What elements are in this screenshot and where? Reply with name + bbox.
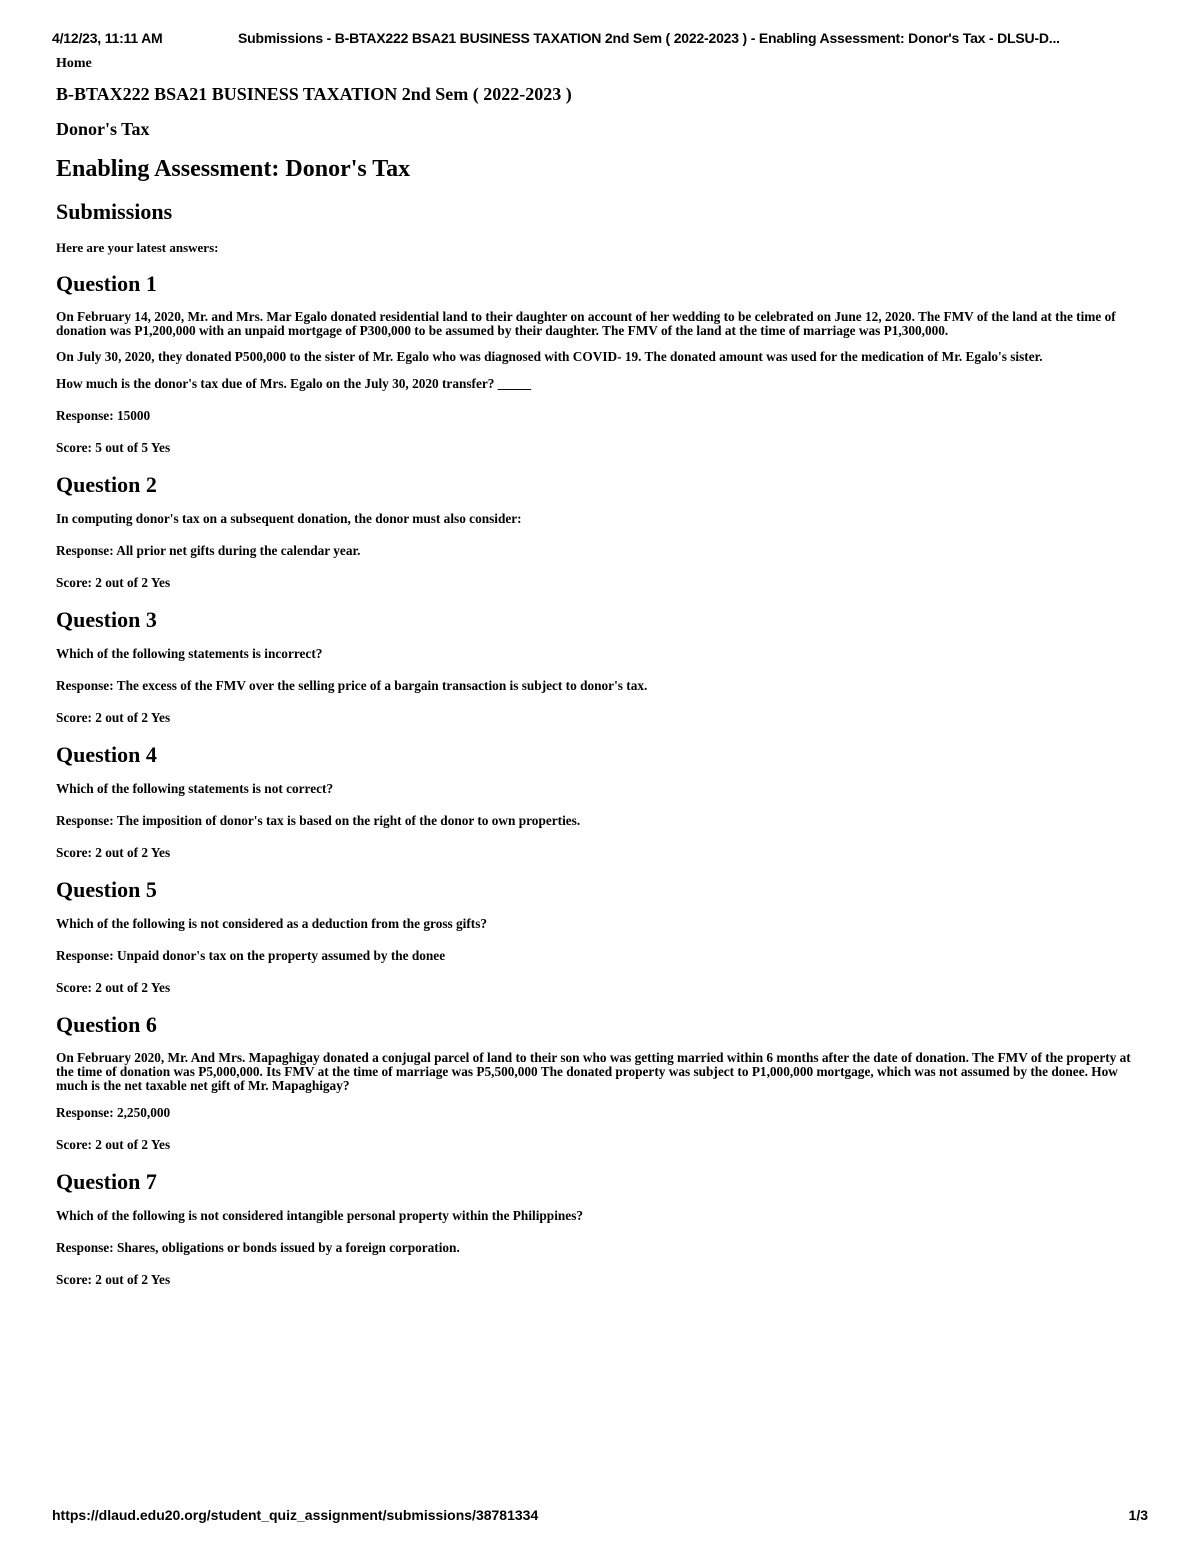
question-heading: Question 3 — [56, 607, 157, 632]
response-label: Response: — [56, 678, 114, 693]
score-label: Score: — [56, 710, 92, 725]
score-value: 2 out of 2 Yes — [95, 710, 171, 725]
response-line — [56, 678, 1150, 694]
page-number: 1/3 — [1128, 1507, 1148, 1523]
question-text: On February 14, 2020, Mr. and Mrs. Mar Egalo donated residential land to their daughter on account of her wedding to be celebrated on June 12, 2020. The FMV of the land at the time of donation was P1,200,000 with an unpaid mortgage of P300,000 to be assumed by their daughter. The FMV of the land at the time of marriage was P1,300,000. — [56, 309, 1116, 338]
question-text: In computing donor's tax on a subsequent donation, the donor must also consider: — [56, 511, 522, 526]
score-value: 2 out of 2 Yes — [95, 575, 171, 590]
response-label: Response: — [56, 543, 114, 558]
score-line — [56, 710, 1150, 726]
response-line — [56, 813, 1150, 829]
question-block — [56, 271, 1150, 456]
question-block — [56, 607, 1150, 726]
score-line — [56, 980, 1150, 996]
score-label: Score: — [56, 575, 92, 590]
intro-text: Here are your latest answers: — [56, 240, 219, 255]
score-line — [56, 575, 1150, 591]
response-line — [56, 1105, 1150, 1121]
score-label: Score: — [56, 440, 92, 455]
score-value: 5 out of 5 Yes — [95, 440, 171, 455]
score-line — [56, 440, 1150, 456]
question-text: Which of the following is not considered as a deduction from the gross gifts? — [56, 916, 488, 931]
response-label: Response: — [56, 813, 114, 828]
question-block — [56, 1169, 1150, 1288]
question-heading: Question 1 — [56, 271, 157, 296]
response-value: The excess of the FMV over the selling price of a bargain transaction is subject to donor's tax. — [116, 678, 648, 693]
response-label: Response: — [56, 948, 114, 963]
question-block — [56, 1012, 1150, 1153]
question-text: Which of the following statements is incorrect? — [56, 646, 323, 661]
print-header — [52, 30, 1150, 50]
question-heading: Question 6 — [56, 1012, 157, 1037]
score-value: 2 out of 2 Yes — [95, 1272, 171, 1287]
question-text: Which of the following statements is not correct? — [56, 781, 334, 796]
question-text: Which of the following is not considered intangible personal property within the Philippines? — [56, 1208, 584, 1223]
response-label: Response: — [56, 1240, 114, 1255]
question-heading: Question 5 — [56, 877, 157, 902]
page-title: Submissions — [56, 199, 173, 224]
response-value: 2,250,000 — [116, 1105, 171, 1120]
score-line — [56, 845, 1150, 861]
question-heading: Question 2 — [56, 472, 157, 497]
question-block — [56, 742, 1150, 861]
response-value: 15000 — [116, 408, 151, 423]
score-value: 2 out of 2 Yes — [95, 980, 171, 995]
question-heading: Question 4 — [56, 742, 157, 767]
response-label: Response: — [56, 1105, 114, 1120]
score-label: Score: — [56, 980, 92, 995]
question-text: On July 30, 2020, they donated P500,000 to the sister of Mr. Egalo who was diagnosed with COVID- 19. The donated amount was used for the medication of Mr. Egalo's sister. — [56, 349, 1043, 364]
response-line — [56, 948, 1150, 964]
question-text: On February 2020, Mr. And Mrs. Mapaghigay donated a conjugal parcel of land to their son who was getting married within 6 months after the date of donation. The FMV of the property at the time of donation was P5,000,000. Its FMV at the time of marriage was P5,500,000 The donated property was subject to P1,000,000 mortgage, which was not assumed by the donee. How much is the net taxable net gift of Mr. Mapaghigay? — [56, 1050, 1131, 1093]
question-block — [56, 472, 1150, 591]
response-value: Shares, obligations or bonds issued by a foreign corporation. — [116, 1240, 460, 1255]
response-value: The imposition of donor's tax is based on the right of the donor to own properties. — [116, 813, 581, 828]
score-line — [56, 1272, 1150, 1288]
question-text: How much is the donor's tax due of Mrs. Egalo on the July 30, 2020 transfer? _____ — [56, 376, 531, 391]
response-label: Response: — [56, 408, 114, 423]
submission-content — [56, 56, 1150, 1304]
score-label: Score: — [56, 1137, 92, 1152]
course-title: B-BTAX222 BSA21 BUSINESS TAXATION 2nd Sem ( 2022-2023 ) — [56, 84, 572, 104]
print-date: 4/12/23, 11:11 AM — [52, 30, 163, 46]
score-line — [56, 1137, 1150, 1153]
response-line — [56, 543, 1150, 559]
response-line — [56, 1240, 1150, 1256]
print-url: https://dlaud.edu20.org/student_quiz_assignment/submissions/38781334 — [52, 1507, 539, 1523]
response-line — [56, 408, 1150, 424]
score-value: 2 out of 2 Yes — [95, 845, 171, 860]
topic-title: Donor's Tax — [56, 119, 150, 139]
question-heading: Question 7 — [56, 1169, 157, 1194]
assessment-title: Enabling Assessment: Donor's Tax — [56, 156, 411, 182]
response-value: Unpaid donor's tax on the property assumed by the donee — [116, 948, 446, 963]
score-label: Score: — [56, 1272, 92, 1287]
print-page-title: Submissions - B-BTAX222 BSA21 BUSINESS TAXATION 2nd Sem ( 2022-2023 ) - Enabling Assessment: Donor's Tax - DLSU-D... — [238, 30, 1060, 46]
question-block — [56, 877, 1150, 996]
breadcrumb-home-link[interactable]: Home — [56, 56, 92, 71]
score-label: Score: — [56, 845, 92, 860]
response-value: All prior net gifts during the calendar year. — [116, 543, 361, 558]
score-value: 2 out of 2 Yes — [95, 1137, 171, 1152]
